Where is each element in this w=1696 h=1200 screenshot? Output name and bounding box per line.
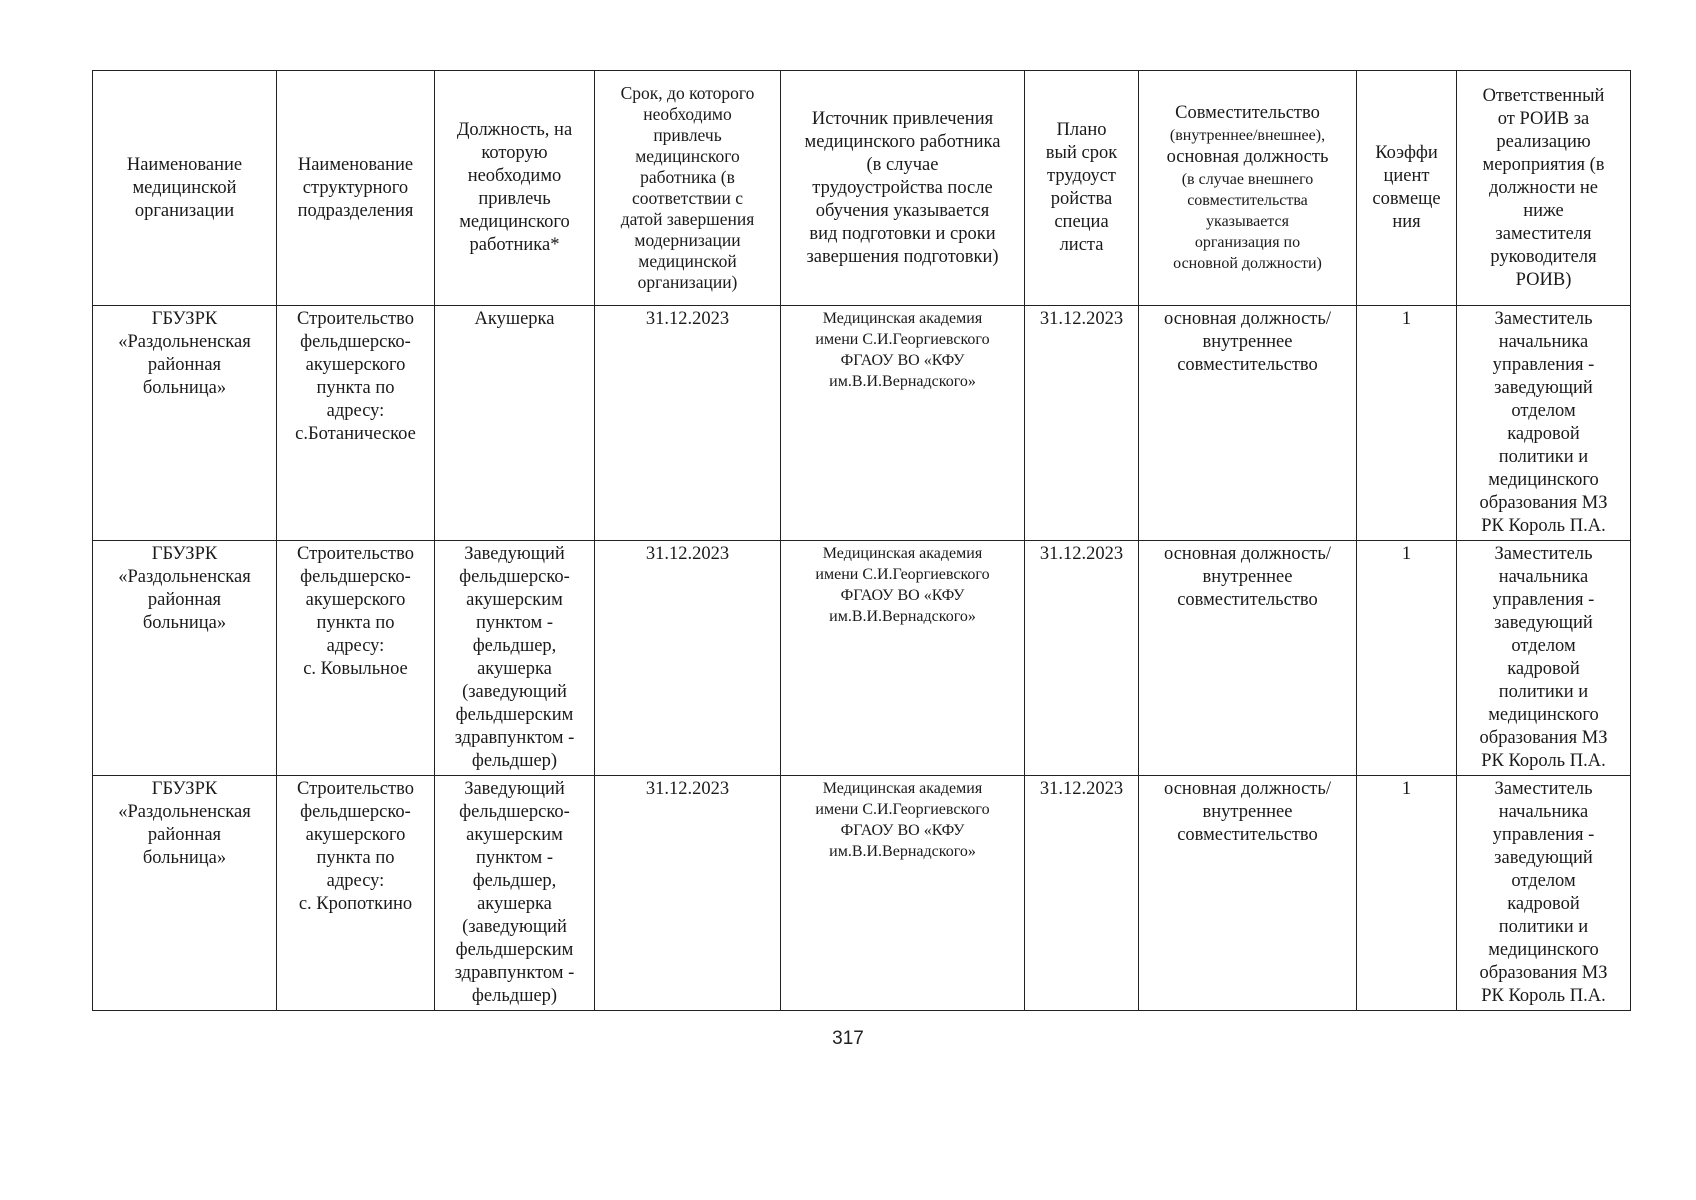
- cell-deadline: 31.12.2023: [595, 776, 781, 1011]
- cell-org: ГБУЗРК «Раздольненская районная больница»: [93, 306, 277, 541]
- cell-org: ГБУЗРК «Раздольненская районная больница»: [93, 776, 277, 1011]
- cell-unit: Строительство фельдшерско- акушерского пункта по адресу: с. Ковыльное: [277, 541, 435, 776]
- cell-deadline: 31.12.2023: [595, 541, 781, 776]
- cell-deadline: 31.12.2023: [595, 306, 781, 541]
- cell-position: Акушерка: [435, 306, 595, 541]
- header-org: Наименование медицинской организации: [93, 71, 277, 306]
- cell-planned: 31.12.2023: [1025, 541, 1139, 776]
- header-source: Источник привлечения медицинского работника (в случае трудоустройства после обучения указывается вид подготовки и сроки завершения подготовки): [781, 71, 1025, 306]
- cell-unit: Строительство фельдшерско- акушерского пункта по адресу: с. Кропоткино: [277, 776, 435, 1011]
- cell-combo: основная должность/ внутреннее совместительство: [1139, 541, 1357, 776]
- header-combo-title: Совместительство: [1175, 103, 1320, 123]
- cell-coef: 1: [1357, 776, 1457, 1011]
- table-row: [93, 541, 1631, 776]
- header-coef: Коэффи циент совмеще ния: [1357, 71, 1457, 306]
- cell-org: ГБУЗРК «Раздольненская районная больница»: [93, 541, 277, 776]
- table-header-row: [93, 71, 1631, 306]
- cell-responsible: Заместитель начальника управления - заведующий отделом кадровой политики и медицинского образования МЗ РК Король П.А.: [1457, 541, 1631, 776]
- cell-responsible: Заместитель начальника управления - заведующий отделом кадровой политики и медицинского образования МЗ РК Король П.А.: [1457, 776, 1631, 1011]
- cell-coef: 1: [1357, 541, 1457, 776]
- header-responsible: Ответственный от РОИВ за реализацию мероприятия (в должности не ниже заместителя руководителя РОИВ): [1457, 71, 1631, 306]
- header-combo-line1: (внутреннее/внешнее),: [1169, 127, 1326, 144]
- header-deadline: Срок, до которого необходимо привлечь медицинского работника (в соответствии с датой завершения модернизации медицинской организации): [595, 71, 781, 306]
- header-combo-note: (в случае внешнего совместительства указывается организация по основной должности): [1173, 171, 1322, 272]
- table-row: [93, 776, 1631, 1011]
- header-combo-line2: основная должность: [1166, 147, 1329, 167]
- table-row: [93, 306, 1631, 541]
- cell-coef: 1: [1357, 306, 1457, 541]
- page-number: 317: [832, 1028, 864, 1049]
- header-unit: Наименование структурного подразделения: [277, 71, 435, 306]
- cell-unit: Строительство фельдшерско- акушерского пункта по адресу: с.Ботаническое: [277, 306, 435, 541]
- cell-position: Заведующий фельдшерско- акушерским пунктом - фельдшер, акушерка (заведующий фельдшерским здравпунктом - фельдшер): [435, 541, 595, 776]
- document-page: [92, 70, 1630, 1011]
- cell-responsible: Заместитель начальника управления - заведующий отделом кадровой политики и медицинского образования МЗ РК Король П.А.: [1457, 306, 1631, 541]
- cell-position: Заведующий фельдшерско- акушерским пунктом - фельдшер, акушерка (заведующий фельдшерским здравпунктом - фельдшер): [435, 776, 595, 1011]
- cell-planned: 31.12.2023: [1025, 306, 1139, 541]
- cell-source: Медицинская академия имени С.И.Георгиевского ФГАОУ ВО «КФУ им.В.И.Вернадского»: [781, 776, 1025, 1011]
- cell-planned: 31.12.2023: [1025, 776, 1139, 1011]
- cell-source: Медицинская академия имени С.И.Георгиевского ФГАОУ ВО «КФУ им.В.И.Вернадского»: [781, 306, 1025, 541]
- cell-combo: основная должность/ внутреннее совместительство: [1139, 776, 1357, 1011]
- header-combo: [1139, 71, 1357, 306]
- header-position: Должность, на которую необходимо привлечь медицинского работника*: [435, 71, 595, 306]
- cell-source: Медицинская академия имени С.И.Георгиевского ФГАОУ ВО «КФУ им.В.И.Вернадского»: [781, 541, 1025, 776]
- header-planned: Плано вый срок трудоуст ройства специа листа: [1025, 71, 1139, 306]
- cell-combo: основная должность/ внутреннее совместительство: [1139, 306, 1357, 541]
- staffing-table: [92, 70, 1631, 1011]
